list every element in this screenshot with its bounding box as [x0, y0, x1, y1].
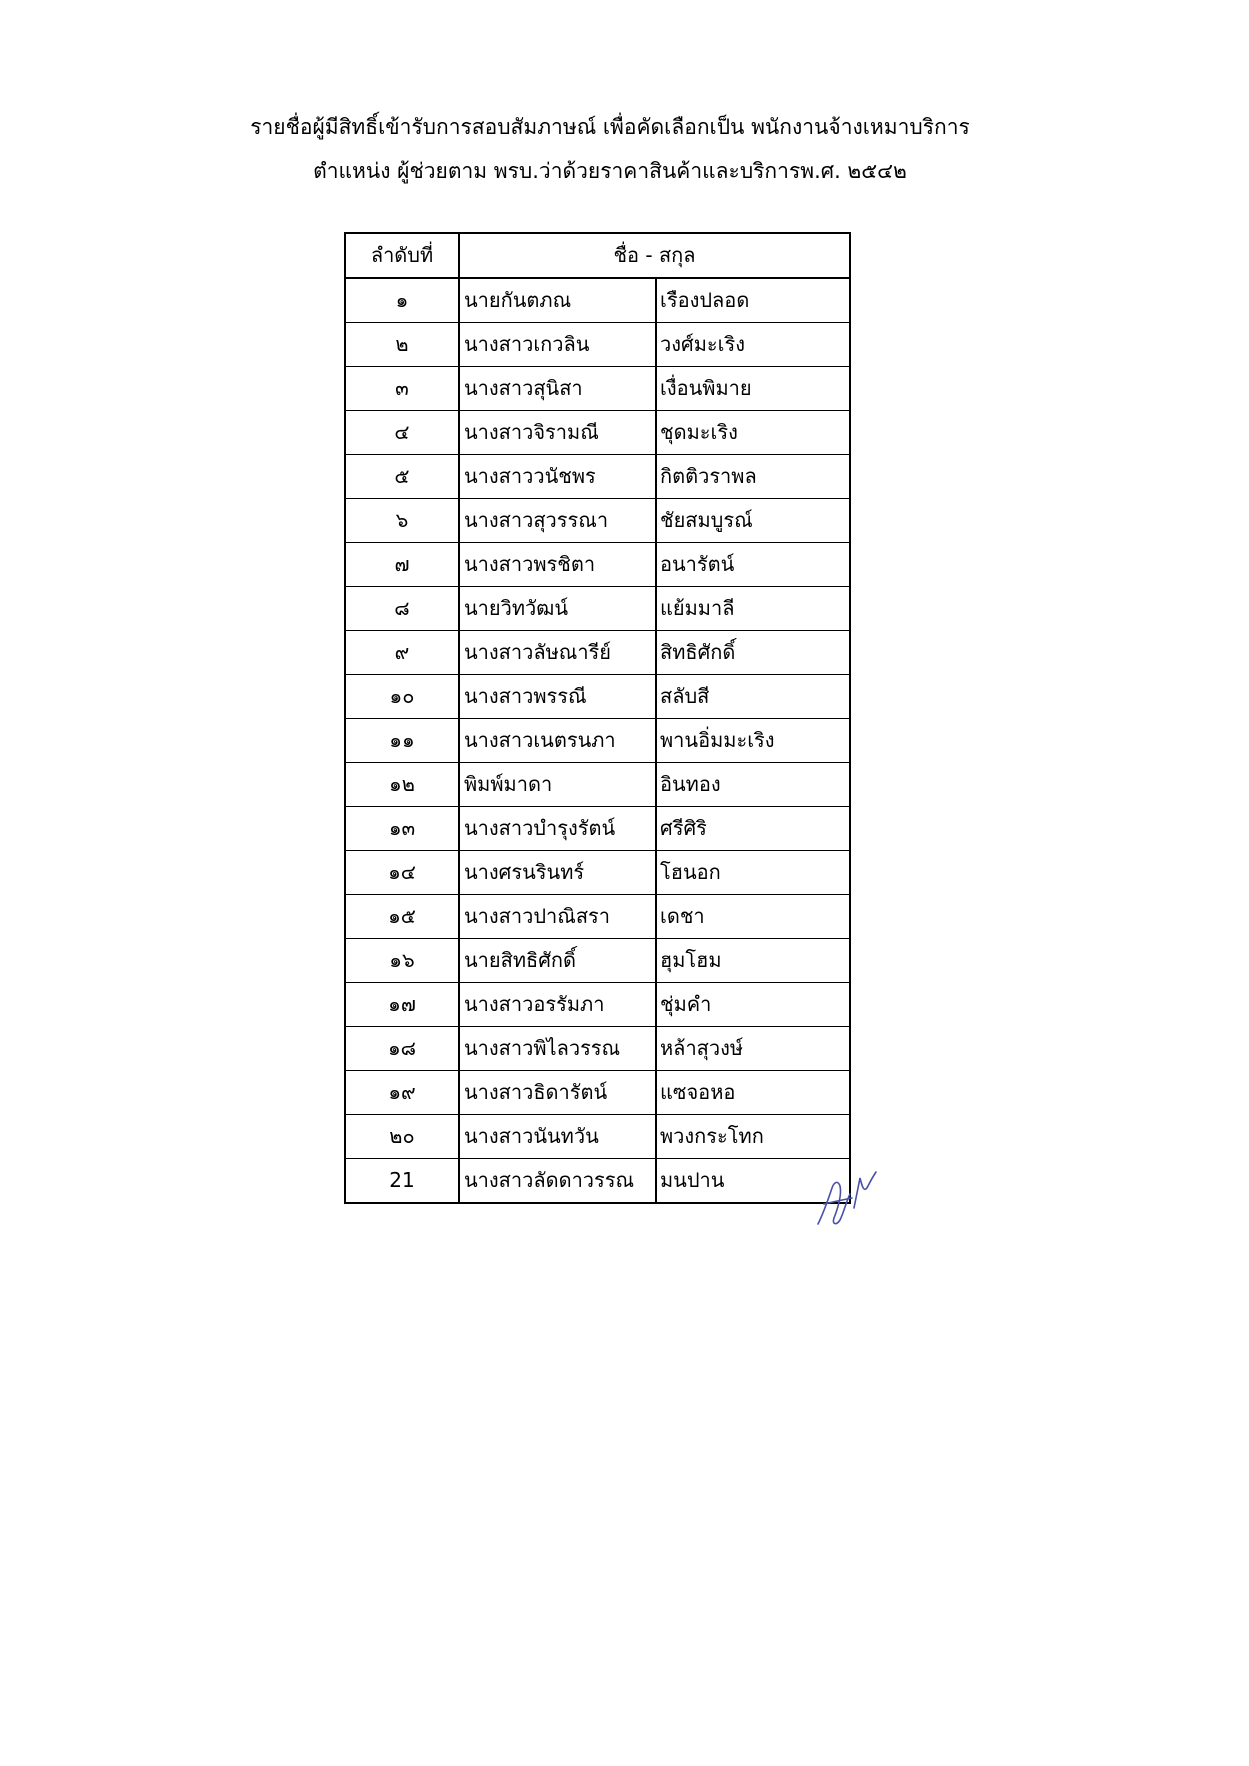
row-first-name: นางสาวพรชิตา [459, 543, 656, 587]
row-first-name: นางสาวลัษณารีย์ [459, 631, 656, 675]
row-order-number: ๑๑ [345, 719, 459, 763]
row-first-name: นางสาวสุวรรณา [459, 499, 656, 543]
row-first-name: นางสาวธิดารัตน์ [459, 1071, 656, 1115]
table-row [345, 1115, 850, 1159]
row-first-name: นางสาวปาณิสรา [459, 895, 656, 939]
table-row [345, 675, 850, 719]
row-last-name: สลับสี [656, 675, 850, 719]
row-order-number: ๑๙ [345, 1071, 459, 1115]
table-row [345, 939, 850, 983]
row-first-name: นายวิทวัฒน์ [459, 587, 656, 631]
row-last-name: พานอิ่มมะเริง [656, 719, 850, 763]
row-first-name: นางสาวอรรัมภา [459, 983, 656, 1027]
table-row [345, 851, 850, 895]
row-order-number: ๑๔ [345, 851, 459, 895]
row-last-name: พวงกระโทก [656, 1115, 850, 1159]
row-order-number: ๑๕ [345, 895, 459, 939]
row-last-name: ฮุมโฮม [656, 939, 850, 983]
row-last-name: โฮนอก [656, 851, 850, 895]
row-first-name: นายสิทธิศักดิ์ [459, 939, 656, 983]
row-order-number: ๗ [345, 543, 459, 587]
table-row [345, 719, 850, 763]
row-order-number: ๑๓ [345, 807, 459, 851]
table-row [345, 455, 850, 499]
signature-icon [810, 1164, 880, 1234]
row-first-name: นางสาววนัชพร [459, 455, 656, 499]
row-last-name: ชัยสมบูรณ์ [656, 499, 850, 543]
table-row [345, 983, 850, 1027]
signature-stroke-3 [854, 1172, 876, 1208]
row-last-name: เงื่อนพิมาย [656, 367, 850, 411]
candidate-table [344, 232, 851, 1204]
row-first-name: นางสาวเกวลิน [459, 323, 656, 367]
table-header-row [345, 233, 850, 278]
header-order-number: ลำดับที่ [345, 233, 459, 278]
table-row [345, 278, 850, 323]
table-row [345, 895, 850, 939]
row-last-name: เรืองปลอด [656, 278, 850, 323]
row-order-number: ๑๘ [345, 1027, 459, 1071]
row-first-name: นางสาวสุนิสา [459, 367, 656, 411]
row-order-number: ๑ [345, 278, 459, 323]
row-last-name: สิทธิศักดิ์ [656, 631, 850, 675]
row-first-name: นายกันตภณ [459, 278, 656, 323]
document-title-line-2: ตำแหน่ง ผู้ช่วยตาม พรบ.ว่าด้วยราคาสินค้าและบริการพ.ศ. ๒๕๔๒ [313, 159, 907, 183]
row-last-name: อนารัตน์ [656, 543, 850, 587]
row-order-number: ๓ [345, 367, 459, 411]
row-order-number: ๑๒ [345, 763, 459, 807]
table-row [345, 1159, 850, 1204]
row-order-number: ๑๗ [345, 983, 459, 1027]
row-last-name: แซจอหอ [656, 1071, 850, 1115]
table-row [345, 499, 850, 543]
row-order-number: ๒๐ [345, 1115, 459, 1159]
row-last-name: มนปาน [656, 1159, 850, 1204]
table-row [345, 411, 850, 455]
row-first-name: พิมพ์มาดา [459, 763, 656, 807]
table-body [345, 278, 850, 1203]
table-row [345, 323, 850, 367]
header-full-name: ชื่อ - สกุล [459, 233, 850, 278]
row-last-name: ชุ่มคำ [656, 983, 850, 1027]
row-last-name: หล้าสุวงษ์ [656, 1027, 850, 1071]
row-first-name: นางสาวเนตรนภา [459, 719, 656, 763]
table-row [345, 807, 850, 851]
row-first-name: นางสาวนันทวัน [459, 1115, 656, 1159]
row-first-name: นางสาวจิรามณี [459, 411, 656, 455]
row-order-number: ๙ [345, 631, 459, 675]
row-order-number: 21 [345, 1159, 459, 1204]
row-last-name: ชุดมะเริง [656, 411, 850, 455]
table-row [345, 1071, 850, 1115]
row-last-name: เดชา [656, 895, 850, 939]
row-last-name: อินทอง [656, 763, 850, 807]
table-row [345, 543, 850, 587]
table-row [345, 631, 850, 675]
table-row [345, 1027, 850, 1071]
row-last-name: วงศ์มะเริง [656, 323, 850, 367]
row-last-name: แย้มมาลี [656, 587, 850, 631]
row-first-name: นางสาวพรรณี [459, 675, 656, 719]
row-last-name: กิตติวราพล [656, 455, 850, 499]
row-order-number: ๘ [345, 587, 459, 631]
row-first-name: นางศรนรินทร์ [459, 851, 656, 895]
row-order-number: ๕ [345, 455, 459, 499]
row-first-name: นางสาวลัดดาวรรณ [459, 1159, 656, 1204]
signature-stroke-1 [818, 1182, 850, 1224]
row-order-number: ๑๐ [345, 675, 459, 719]
row-order-number: ๖ [345, 499, 459, 543]
row-last-name: ศรีศิริ [656, 807, 850, 851]
row-order-number: ๒ [345, 323, 459, 367]
row-order-number: ๑๖ [345, 939, 459, 983]
row-order-number: ๔ [345, 411, 459, 455]
table-row [345, 367, 850, 411]
table-row [345, 587, 850, 631]
row-first-name: นางสาวบำรุงรัตน์ [459, 807, 656, 851]
row-first-name: นางสาวพิไลวรรณ [459, 1027, 656, 1071]
table-row [345, 763, 850, 807]
document-title-line-1: รายชื่อผู้มีสิทธิ์เข้ารับการสอบสัมภาษณ์ เพื่อคัดเลือกเป็น พนักงานจ้างเหมาบริการ [250, 115, 970, 139]
